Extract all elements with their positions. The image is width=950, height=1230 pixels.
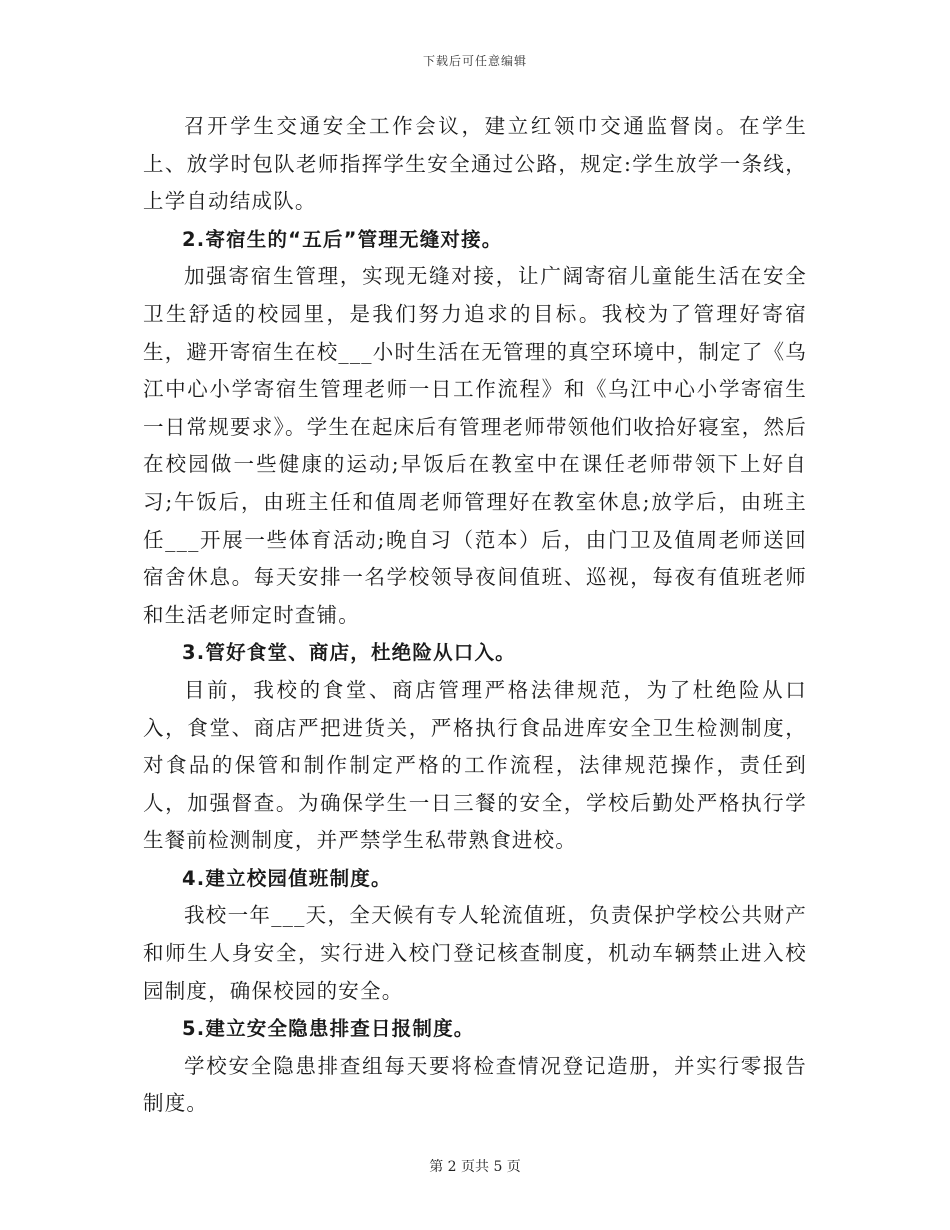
paragraph-canteen-management: 目前，我校的食堂、商店管理严格法律规范，为了杜绝险从口入，食堂、商店严把进货关，严格执行食品进库安全卫生检测制度，对食品的保管和制作制定严格的工作流程，法律规范操作，责任到人，加强督查。为确保学生一日三餐的安全，学校后勤处严格执行学生餐前检测制度，并严禁学生私带熟食进校。: [143, 677, 807, 853]
document-body: [143, 108, 807, 1123]
heading-campus-duty: 4.建立校园值班制度。: [182, 866, 392, 890]
paragraph-campus-duty: 我校一年___天，全天候有专人轮流值班，负责保护学校公共财产和师生人身安全，实行进入校门登记核查制度，机动车辆禁止进入校园制度，确保校园的安全。: [143, 903, 807, 1003]
paragraph-hazard-reporting: 学校安全隐患排查组每天要将检查情况登记造册，并实行零报告制度。: [143, 1053, 807, 1116]
page-number-footer: 第 2 页共 5 页: [429, 1159, 521, 1175]
heading-hazard-reporting: 5.建立安全隐患排查日报制度。: [182, 1017, 475, 1041]
heading-canteen-shop: 3.管好食堂、商店，杜绝险从口入。: [182, 641, 516, 665]
page-header: 下载后可任意编辑: [422, 54, 527, 68]
paragraph-boarding-management: 加强寄宿生管理，实现无缝对接，让广阔寄宿儿童能生活在安全卫生舒适的校园里，是我们努力追求的目标。我校为了管理好寄宿生，避开寄宿生在校___小时生活在无管理的真空环境中，制定了《乌江中心小学寄宿生管理老师一日工作流程》和《乌江中心小学寄宿生一日常规要求》。学生在起床后有管理老师带领他们收拾好寝室，然后在校园做一些健康的运动;早饭后在教室中在课任老师带领下上好自习;午饭后，由班主任和值周老师管理好在教室休息;放学后，由班主任___开展一些体育活动;晚自习（范本）后，由门卫及值周老师送回宿舍休息。每天安排一名学校领导夜间值班、巡视，每夜有值班老师和生活老师定时查铺。: [143, 264, 807, 627]
heading-boarding-students: 2.寄宿生的“五后”管理无缝对接。: [182, 227, 503, 251]
paragraph-traffic-safety: 召开学生交通安全工作会议，建立红领巾交通监督岗。在学生上、放学时包队老师指挥学生安全通过公路，规定:学生放学一条线，上学自动结成队。: [143, 114, 807, 214]
